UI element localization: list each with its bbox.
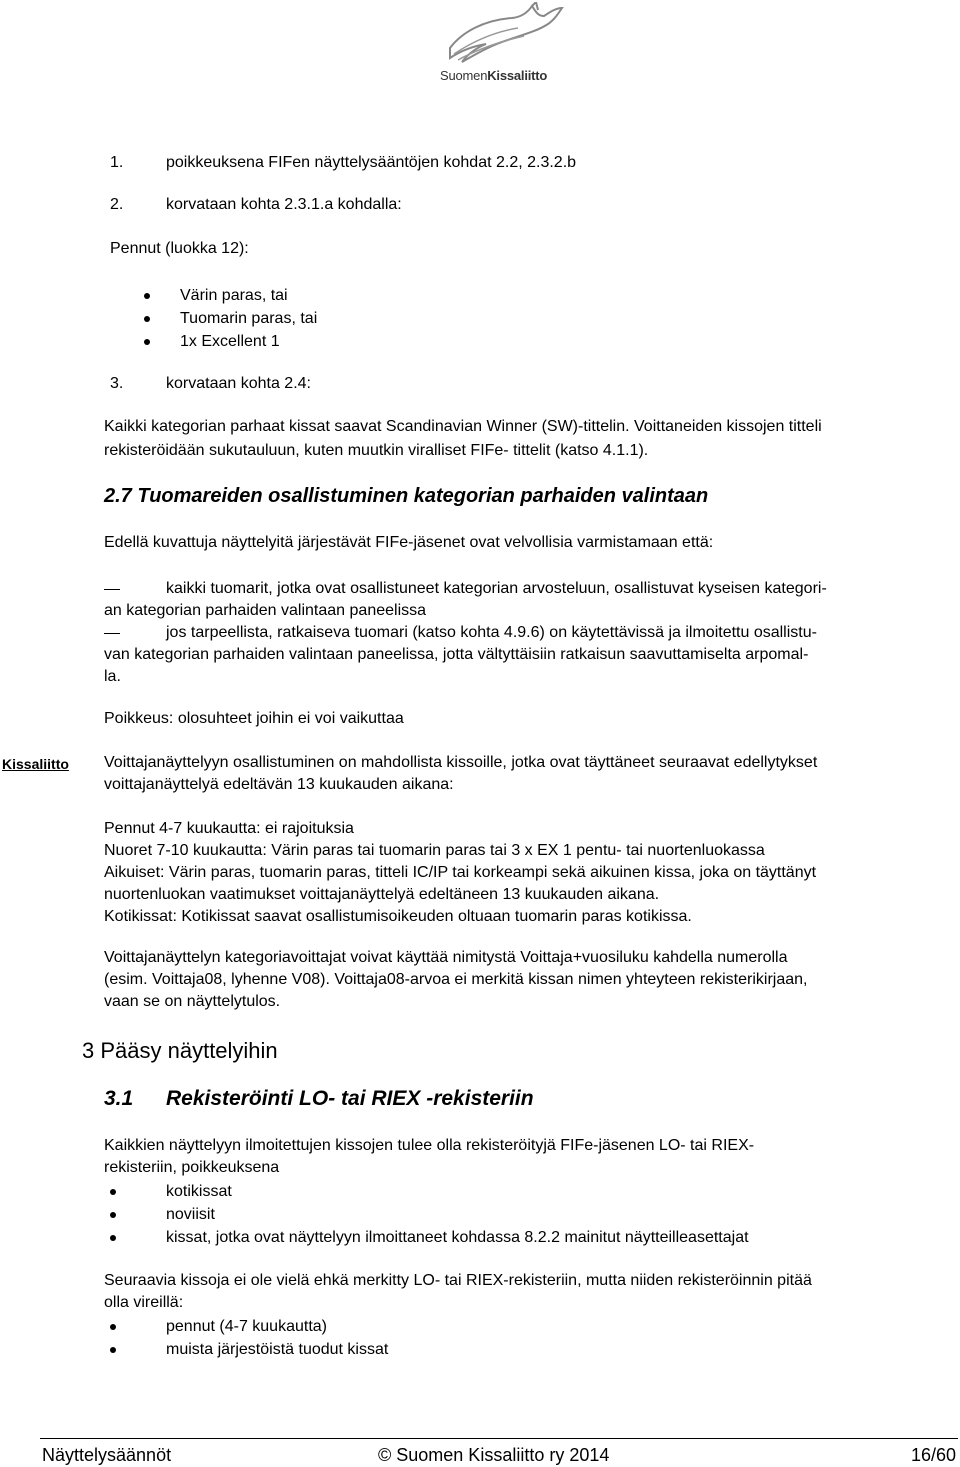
list-item: kotikissat [166,1183,232,1200]
dash-icon [104,633,120,634]
bullet-icon [110,1235,116,1241]
list-item: noviisit [166,1206,215,1223]
exception-note: Poikkeus: olosuhteet joihin ei voi vaikuttaa [104,710,404,727]
bullet-icon [110,1324,116,1330]
bullet-icon [144,339,150,345]
list-item: pennut (4-7 kuukautta) [166,1318,327,1335]
list-number: 1. [110,154,124,171]
paragraph-line: Seuraavia kissoja ei ole vielä ehkä merkitty LO- tai RIEX-rekisteriin, mutta niiden rekisteröinnin pitää [104,1272,812,1289]
paragraph-line: rekisteriin, poikkeuksena [104,1159,280,1176]
side-label: Kissaliitto [2,756,69,772]
dash-item-line: jos tarpeellista, ratkaiseva tuomari (katso kohta 4.9.6) on käytettävissä ja ilmoitettu osallistu- [166,624,817,641]
subsection-heading: Rekisteröinti LO- tai RIEX -rekisteriin [166,1087,534,1110]
footer-page-number: 16/60 [911,1445,957,1465]
paragraph-line: Voittajanäyttelyn kategoriavoittajat voivat käyttää nimitystä Voittaja+vuosiluku kahdella numerolla [104,949,788,966]
paragraph-line: Kaikki kategorian parhaat kissat saavat Scandinavian Winner (SW)-tittelin. Voittaneiden kissojen titteli [104,418,822,435]
paragraph-line: rekisteröidään sukutauluun, kuten muutkin viralliset FIFe- tittelit (katso 4.1.1). [104,442,649,459]
bullet-icon [110,1189,116,1195]
dash-item-line: kaikki tuomarit, jotka ovat osallistuneet kategorian arvosteluun, osallistuvat kyseisen kategori- [166,580,827,597]
paragraph-line: (esim. Voittaja08, lyhenne V08). Voittaja08-arvoa ei merkitä kissan nimen yhteyteen rekisterikirjaan, [104,971,808,988]
age-line: Aikuiset: Värin paras, tuomarin paras, titteli IC/IP tai korkeampi sekä aikuinen kissa, joka on täyttänyt [104,864,817,881]
dash-item-line: an kategorian parhaiden valintaan paneelissa [104,602,427,619]
list-item: 1x Excellent 1 [180,333,280,350]
paragraph-line: Edellä kuvattuja näyttelyitä järjestävät FIFe-jäsenet ovat velvollisia varmistamaan että: [104,534,714,551]
age-line: Pennut 4-7 kuukautta: ei rajoituksia [104,820,354,837]
paragraph-line: Kaikkien näyttelyyn ilmoitettujen kissojen tulee olla rekisteröityjä FIFe-jäsenen LO- tai RIEX- [104,1137,755,1154]
list-number: 3. [110,375,124,392]
footer-copyright: © Suomen Kissaliitto ry 2014 [378,1445,610,1465]
paragraph-line: olla vireillä: [104,1294,184,1311]
brand-logo-text: SuomenKissaliitto [440,68,548,83]
dash-item-line: la. [104,668,121,685]
paragraph-line: vaan se on näyttelytulos. [104,993,281,1010]
paragraph-line: voittajanäyttelyä edeltävän 13 kuukauden aikana: [104,776,454,793]
paragraph-line: Voittajanäyttelyyn osallistuminen on mahdollista kissoille, jotka ovat täyttäneet seuraavat edellytykset [104,754,818,771]
bullet-icon [110,1347,116,1353]
list-number: 2. [110,196,124,213]
bullet-icon [144,316,150,322]
list-item-text: korvataan kohta 2.3.1.a kohdalla: [166,196,402,213]
pennut-heading: Pennut (luokka 12): [110,240,249,257]
list-item: Värin paras, tai [180,287,288,304]
list-item-text: korvataan kohta 2.4: [166,375,311,392]
footer-divider [40,1438,958,1439]
bullet-icon [110,1212,116,1218]
list-item-text: poikkeuksena FIFen näyttelysääntöjen kohdat 2.2, 2.3.2.b [166,154,577,171]
age-line: Kotikissat: Kotikissat saavat osallistumisoikeuden oltuaan tuomarin paras kotikissa. [104,908,692,925]
footer-document-title: Näyttelysäännöt [42,1445,172,1465]
list-item: Tuomarin paras, tai [180,310,318,327]
subsection-number: 3.1 [104,1087,134,1110]
section-heading: 2.7 Tuomareiden osallistuminen kategorian parhaiden valintaan [104,485,709,507]
dash-item-line: van kategorian parhaiden valintaan paneelissa, jotta vältyttäisiin ratkaisun saavuttamiselta arpomal- [104,646,809,663]
age-line: Nuoret 7-10 kuukautta: Värin paras tai tuomarin paras tai 3 x EX 1 pentu- tai nuortenluokassa [104,842,765,859]
chapter-heading: 3 Pääsy näyttelyihin [82,1038,278,1063]
list-item: muista järjestöistä tuodut kissat [166,1341,389,1358]
dash-icon [104,589,120,590]
bullet-icon [144,293,150,299]
list-item: kissat, jotka ovat näyttelyyn ilmoittaneet kohdassa 8.2.2 mainitut näytteilleasettajat [166,1229,749,1246]
age-line: nuortenluokan vaatimukset voittajanäyttelyä edeltäneen 13 kuukauden aikana. [104,886,660,903]
